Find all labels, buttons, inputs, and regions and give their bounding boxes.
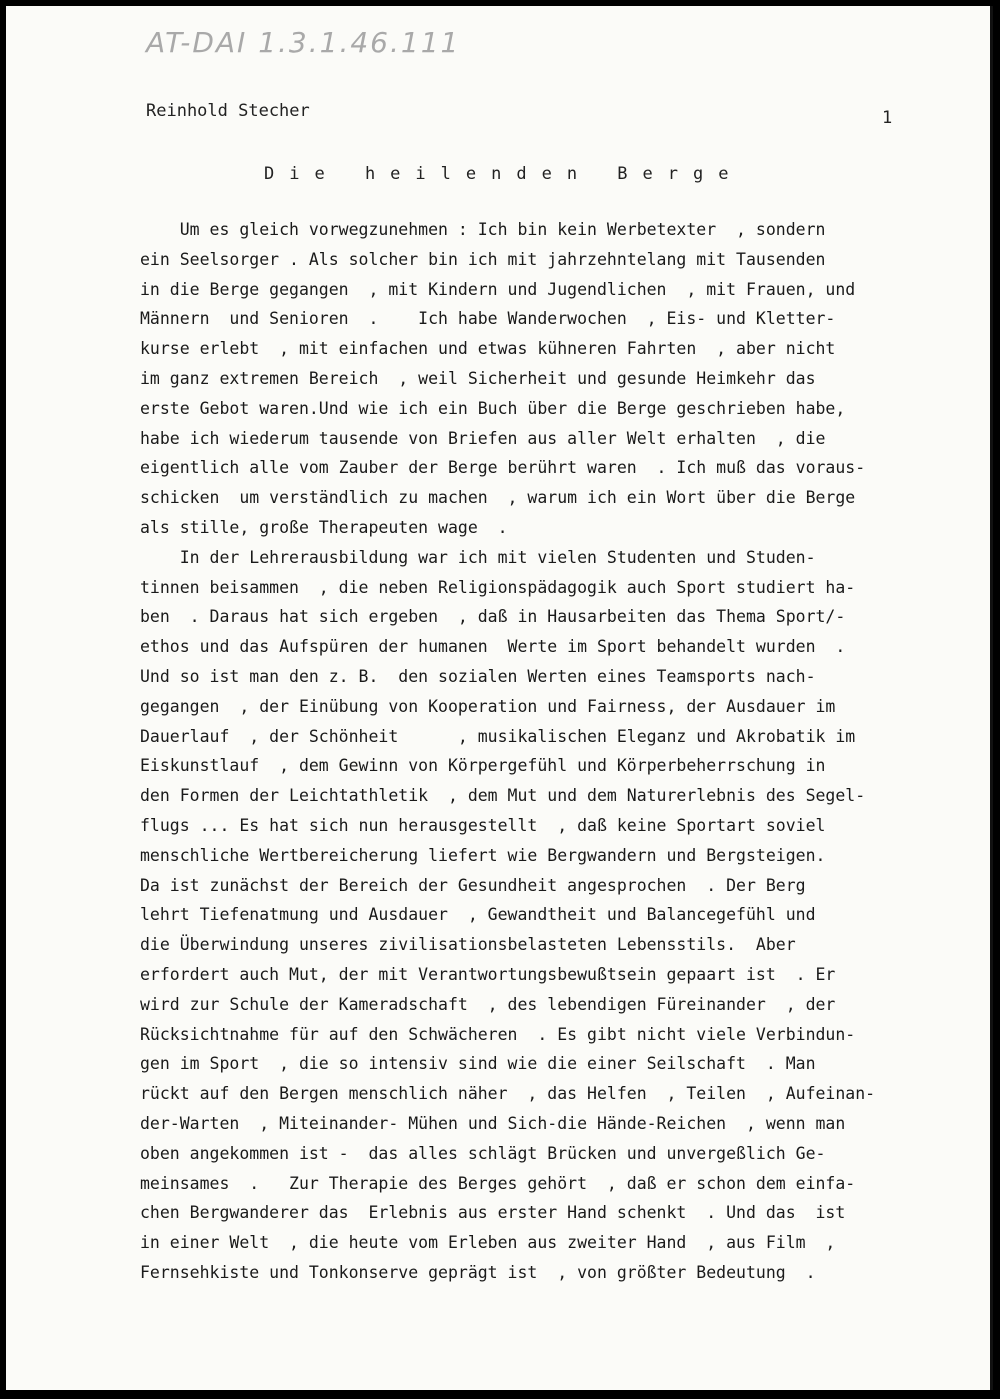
text-line: ethos und das Aufspüren der humanen Werte im Sport behandelt wurden . xyxy=(140,637,846,657)
text-line: habe ich wiederum tausende von Briefen aus aller Welt erhalten , die xyxy=(140,428,826,448)
text-line: oben angekommen ist - das alles schlägt Brücken und unvergeßlich Ge- xyxy=(140,1143,826,1163)
text-line: menschliche Wertbereicherung liefert wie Bergwandern und Bergsteigen. xyxy=(140,845,826,865)
text-line: erste Gebot waren.Und wie ich ein Buch über die Berge geschrieben habe, xyxy=(140,398,846,418)
text-line: gegangen , der Einübung von Kooperation und Fairness, der Ausdauer im xyxy=(140,696,836,716)
text-line: chen Bergwanderer das Erlebnis aus erster Hand schenkt . Und das ist xyxy=(140,1203,846,1223)
text-line: In der Lehrerausbildung war ich mit vielen Studenten und Studen- xyxy=(140,547,816,567)
text-line: die Überwindung unseres zivilisationsbelasteten Lebensstils. Aber xyxy=(140,935,796,955)
text-line: Eiskunstlauf , dem Gewinn von Körpergefühl und Körperbeherrschung in xyxy=(140,756,826,776)
text-line: Und so ist man den z. B. den sozialen Werten eines Teamsports nach- xyxy=(140,667,816,686)
document-title: Die heilenden Berge xyxy=(264,164,744,184)
text-line: kurse erlebt , mit einfachen und etwas kühneren Fahrten , aber nicht xyxy=(140,339,836,359)
text-line: als stille, große Therapeuten wage . xyxy=(140,518,508,537)
text-line: Männern und Senioren . Ich habe Wanderwochen , Eis- und Kletter- xyxy=(140,309,836,329)
text-line: in die Berge gegangen , mit Kindern und Jugendlichen , mit Frauen, und xyxy=(140,279,856,299)
text-line: Um es gleich vorwegzunehmen : Ich bin kein Werbetexter , sondern xyxy=(140,220,826,239)
text-line: rückt auf den Bergen menschlich näher , das Helfen , Teilen , Aufeinan- xyxy=(140,1084,876,1104)
text-line: flugs ... Es hat sich nun herausgestellt , daß keine Sportart soviel xyxy=(140,816,826,835)
text-line: gen im Sport , die so intensiv sind wie die einer Seilschaft . Man xyxy=(140,1054,816,1074)
text-line: meinsames . Zur Therapie des Berges gehört , daß er schon dem einfa- xyxy=(140,1173,856,1193)
text-line: wird zur Schule der Kameradschaft , des lebendigen Füreinander , der xyxy=(140,994,836,1014)
body-text xyxy=(6,6,990,1390)
text-line: eigentlich alle vom Zauber der Berge berührt waren . Ich muß das voraus- xyxy=(140,458,866,478)
text-line: in einer Welt , die heute vom Erleben aus zweiter Hand , aus Film , xyxy=(140,1233,836,1253)
document-page xyxy=(6,6,993,1390)
text-line: Rücksichtnahme für auf den Schwächeren . Es gibt nicht viele Verbindun- xyxy=(140,1024,856,1044)
author-name: Reinhold Stecher xyxy=(146,101,310,121)
text-line: der-Warten , Miteinander- Mühen und Sich-die Hände-Reichen , wenn man xyxy=(140,1114,846,1133)
text-line: erfordert auch Mut, der mit Verantwortungsbewußtsein gepaart ist . Er xyxy=(140,965,836,984)
text-line: schicken um verständlich zu machen , warum ich ein Wort über die Berge xyxy=(140,488,856,508)
text-line: tinnen beisammen , die neben Religionspädagogik auch Sport studiert ha- xyxy=(140,577,856,597)
text-line: im ganz extremen Bereich , weil Sicherheit und gesunde Heimkehr das xyxy=(140,369,816,388)
text-line: ein Seelsorger . Als solcher bin ich mit jahrzehntelang mit Tausenden xyxy=(140,249,826,269)
text-line: lehrt Tiefenatmung und Ausdauer , Gewandtheit und Balancegefühl und xyxy=(140,905,816,925)
text-line: den Formen der Leichtathletik , dem Mut und dem Naturerlebnis des Segel- xyxy=(140,786,866,806)
text-line: Da ist zunächst der Bereich der Gesundheit angesprochen . Der Berg xyxy=(140,875,806,895)
page-number: 1 xyxy=(882,108,893,128)
text-line: Fernsehkiste und Tonkonserve geprägt ist , von größter Bedeutung . xyxy=(140,1263,816,1282)
text-line: Dauerlauf , der Schönheit , musikalischen Eleganz und Akrobatik im xyxy=(140,726,856,746)
text-line: ben . Daraus hat sich ergeben , daß in Hausarbeiten das Thema Sport/- xyxy=(140,607,846,627)
archive-reference: AT-DAI 1.3.1.46.111 xyxy=(146,26,461,59)
